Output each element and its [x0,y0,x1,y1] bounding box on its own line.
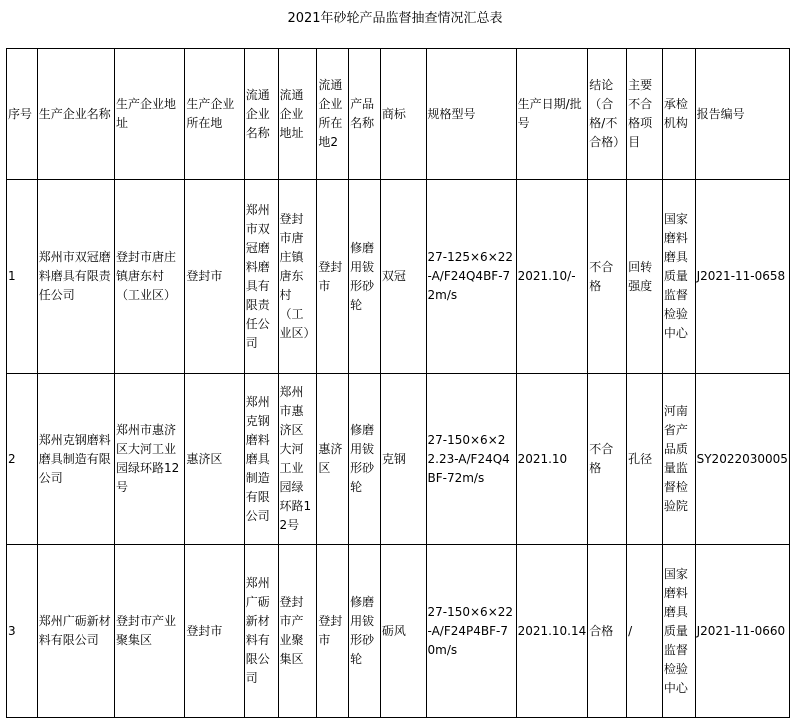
cell-spec: 27-125×6×22-A/F24Q4BF-72m/s [426,180,516,374]
cell-dist-loc: 登封市 [317,545,349,718]
cell-agency: 河南省产品质量监督检验院 [662,374,695,545]
cell-date: 2021.10 [516,374,588,545]
cell-dist-name: 郑州克钢磨料磨具制造有限公司 [244,374,278,545]
header-cell: 流通企业名称 [244,49,278,180]
cell-mfr-addr: 郑州市惠济区大河工业园绿环路12号 [114,374,184,545]
cell-mfr-loc: 登封市 [185,545,244,718]
header-cell: 生产日期/批号 [516,49,588,180]
cell-spec: 27-150×6×22.23-A/F24Q4BF-72m/s [426,374,516,545]
cell-brand: 砺风 [380,545,426,718]
header-cell: 生产企业地址 [114,49,184,180]
cell-report: J2021-11-0658 [695,180,789,374]
header-cell: 承检机构 [662,49,695,180]
table-row [7,180,790,374]
cell-dist-addr: 郑州市惠济区大河工业园绿环路12号 [278,374,317,545]
cell-product: 修磨用钹形砂轮 [349,545,381,718]
header-cell: 序号 [7,49,38,180]
cell-brand: 双冠 [380,180,426,374]
cell-no: 3 [7,545,38,718]
header-cell: 生产企业所在地 [185,49,244,180]
cell-dist-name: 郑州市双冠磨料磨具有限责任公司 [244,180,278,374]
cell-product: 修磨用钹形砂轮 [349,374,381,545]
header-cell: 商标 [380,49,426,180]
header-cell: 流通企业地址 [278,49,317,180]
cell-result: 合格 [588,545,627,718]
header-cell: 结论（合格/不合格） [588,49,627,180]
cell-brand: 克钢 [380,374,426,545]
cell-report: J2021-11-0660 [695,545,789,718]
cell-date: 2021.10.14 [516,545,588,718]
cell-defect: 孔径 [627,374,663,545]
inspection-summary-table [6,48,790,718]
cell-agency: 国家磨料磨具质量监督检验中心 [662,180,695,374]
header-cell: 报告编号 [695,49,789,180]
cell-no: 2 [7,374,38,545]
cell-dist-addr: 登封市唐庄镇唐东村（工业区） [278,180,317,374]
cell-date: 2021.10/- [516,180,588,374]
header-cell: 主要不合格项目 [627,49,663,180]
cell-no: 1 [7,180,38,374]
cell-agency: 国家磨料磨具质量监督检验中心 [662,545,695,718]
cell-report: SY2022030005 [695,374,789,545]
cell-dist-loc: 惠济区 [317,374,349,545]
cell-mfr-loc: 惠济区 [185,374,244,545]
header-cell: 流通企业所在地2 [317,49,349,180]
cell-mfr-addr: 登封市唐庄镇唐东村（工业区） [114,180,184,374]
table-row [7,545,790,718]
header-cell: 生产企业名称 [37,49,114,180]
cell-mfr-addr: 登封市产业聚集区 [114,545,184,718]
cell-mfr-name: 郑州市双冠磨料磨具有限责任公司 [37,180,114,374]
cell-mfr-name: 郑州克钢磨料磨具制造有限公司 [37,374,114,545]
cell-defect: / [627,545,663,718]
header-cell: 产品名称 [349,49,381,180]
cell-product: 修磨用钹形砂轮 [349,180,381,374]
table-row [7,374,790,545]
cell-mfr-name: 郑州广砺新材料有限公司 [37,545,114,718]
cell-spec: 27-150×6×22-A/F24P4BF-70m/s [426,545,516,718]
cell-dist-name: 郑州广砺新材料有限公司 [244,545,278,718]
document-title: 2021年砂轮产品监督抽查情况汇总表 [287,11,503,26]
cell-result: 不合格 [588,180,627,374]
cell-mfr-loc: 登封市 [185,180,244,374]
table-header-row [7,49,790,180]
cell-defect: 回转强度 [627,180,663,374]
header-cell: 规格型号 [426,49,516,180]
cell-result: 不合格 [588,374,627,545]
cell-dist-addr: 登封市产业聚集区 [278,545,317,718]
cell-dist-loc: 登封市 [317,180,349,374]
